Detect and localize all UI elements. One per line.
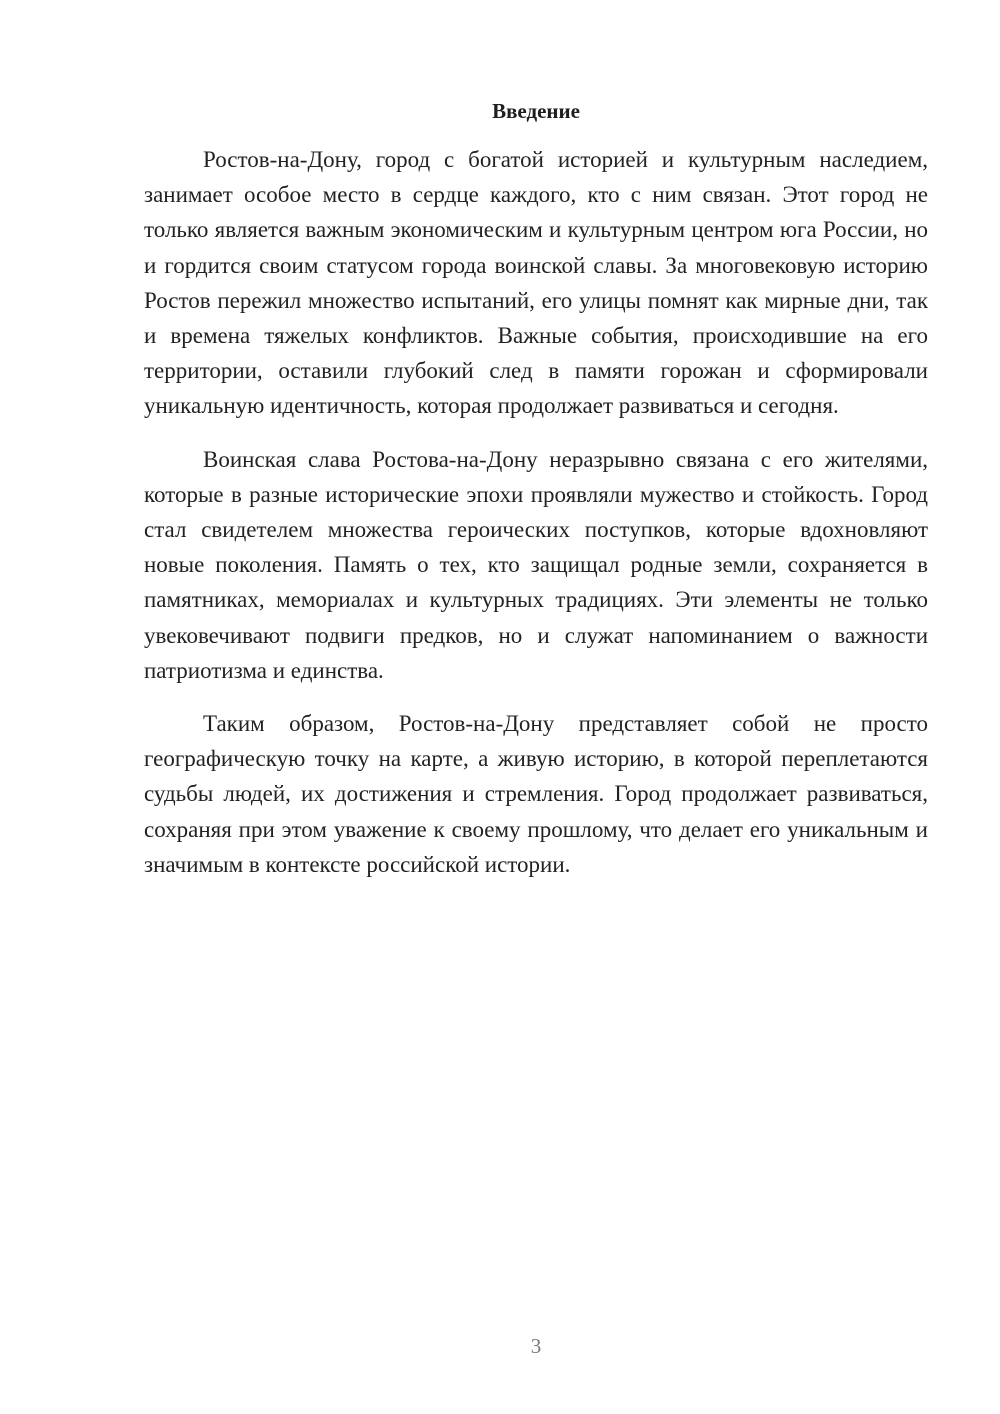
paragraph-1: Ростов-на-Дону, город с богатой историей и культурным наследием, занимает особое место в сердце каждого, кто с ним связан. Этот город не только является важным экономическим и культурным центром юга России, но и гордится своим статусом города воинской славы. За многовековую историю Ростов пережил множество испытаний, его улицы помнят как мирные дни, так и времена тяжелых конфликтов. Важные события, происходившие на его территории, оставили глубокий след в памяти горожан и сформировали уникальную идентичность, которая продолжает развиваться и сегодня.	[144, 147, 928, 419]
paragraph-2: Воинская слава Ростова-на-Дону неразрывно связана с его жителями, которые в разные исторические эпохи проявляли мужество и стойкость. Город стал свидетелем множества героических поступков, которые вдохновляют новые поколения. Память о тех, кто защищал родные земли, сохраняется в памятниках, мемориалах и культурных традициях. Эти элементы не только увековечивают подвиги предков, но и служат напоминанием о важности патриотизма и единства.	[144, 446, 928, 683]
page-title: Введение	[492, 99, 580, 123]
document-body	[144, 142, 928, 882]
page-number: 3	[530, 1334, 542, 1358]
paragraph-3: Таким образом, Ростов-на-Дону представляет собой не просто географическую точку на карте, а живую историю, в которой переплетаются судьбы людей, их достижения и стремления. Город продолжает развиваться, сохраняя при этом уважение к своему прошлому, что делает его уникальным и значимым в контексте российской истории.	[144, 711, 928, 877]
